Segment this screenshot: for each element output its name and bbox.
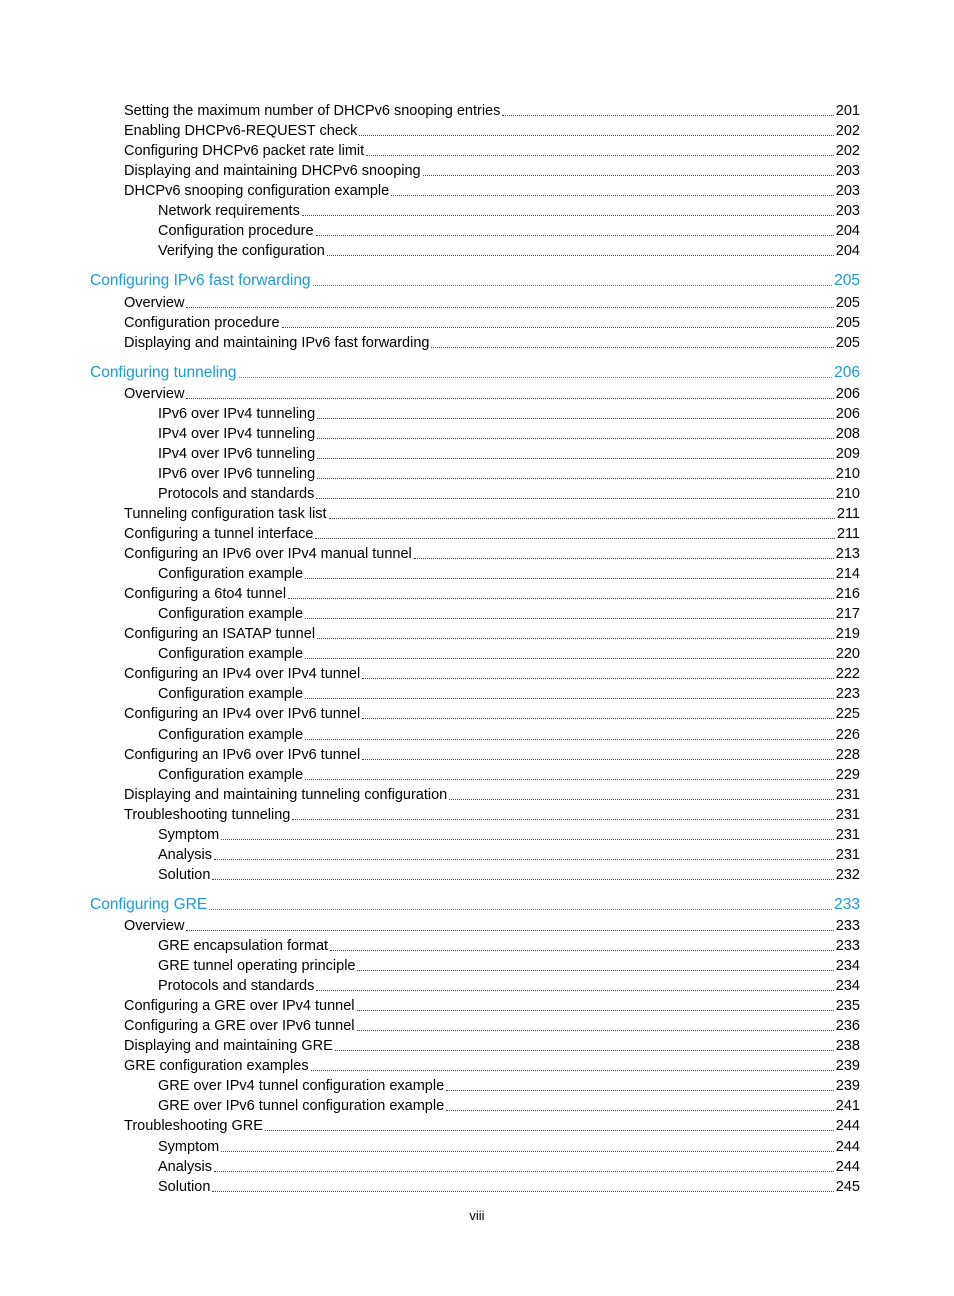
toc-entry-page: 209 — [835, 445, 860, 462]
toc-entry-page: 222 — [835, 666, 860, 683]
toc-entry-title: Configuring an IPv6 over IPv4 manual tunnel — [124, 546, 412, 563]
toc-entry[interactable] — [158, 683, 860, 703]
toc-entry-title: Configuration example — [158, 606, 304, 623]
toc-entry-title: Tunneling configuration task list — [124, 506, 327, 522]
toc-entry-page: 206 — [835, 385, 860, 402]
dot-leader — [209, 909, 832, 910]
dot-leader — [186, 307, 833, 308]
toc-entry-title: Configuring an IPv6 over IPv6 tunnel — [124, 746, 361, 763]
toc-entry-title: Configuration example — [158, 566, 304, 583]
toc-entry[interactable] — [124, 160, 860, 180]
toc-entry-title: Overview — [124, 385, 185, 402]
toc-entry-title: GRE over IPv4 tunnel configuration example — [158, 1078, 445, 1095]
toc-entry[interactable] — [124, 744, 860, 764]
dot-leader — [305, 698, 834, 699]
toc-entry[interactable] — [158, 1075, 860, 1095]
dot-leader — [330, 950, 834, 951]
toc-entry-title: Overview — [124, 917, 185, 934]
toc-entry-page: 206 — [834, 363, 860, 381]
dot-leader — [391, 195, 834, 196]
toc-entry-page: 231 — [835, 826, 860, 843]
toc-entry-page: 203 — [835, 163, 860, 180]
dot-leader — [214, 859, 834, 860]
dot-leader — [316, 990, 833, 991]
toc-entry[interactable] — [158, 483, 860, 503]
toc-entry-title: IPv6 over IPv6 tunneling — [158, 465, 316, 482]
toc-chapter-entry[interactable] — [90, 894, 860, 914]
toc-entry-title: Solution — [158, 866, 211, 883]
dot-leader — [317, 478, 834, 479]
toc-entry[interactable] — [158, 724, 860, 744]
toc-entry[interactable] — [124, 543, 860, 563]
dot-leader — [317, 458, 834, 459]
toc-entry-page: 206 — [835, 405, 860, 422]
toc-entry[interactable] — [158, 955, 860, 975]
toc-entry-title: Analysis — [158, 1158, 212, 1175]
toc-entry-title: IPv4 over IPv6 tunneling — [158, 445, 316, 462]
toc-entry[interactable] — [124, 1015, 860, 1035]
dot-leader — [327, 255, 834, 256]
dot-leader — [362, 759, 834, 760]
toc-entry[interactable] — [158, 643, 860, 663]
dot-leader — [305, 578, 834, 579]
toc-entry-title: Configuring a GRE over IPv4 tunnel — [124, 998, 355, 1015]
toc-entry-title: Configuring an ISATAP tunnel — [124, 626, 316, 643]
toc-entry-title: GRE encapsulation format — [158, 938, 329, 954]
toc-entry-title: Configuring IPv6 fast forwarding — [90, 272, 311, 290]
toc-entry-page: 232 — [835, 866, 860, 883]
toc-entry[interactable] — [124, 804, 860, 824]
toc-entry[interactable] — [124, 1055, 860, 1075]
toc-entry-page: 229 — [835, 766, 860, 783]
dot-leader — [449, 799, 834, 800]
toc-entry-page: 202 — [835, 143, 860, 160]
dot-leader — [221, 1151, 834, 1152]
toc-entry-page: 203 — [835, 203, 860, 220]
toc-entry-title: Solution — [158, 1178, 211, 1195]
toc-entry[interactable] — [158, 764, 860, 784]
toc-entry[interactable] — [158, 864, 860, 884]
toc-entry-title: GRE tunnel operating principle — [158, 958, 356, 974]
toc-entry[interactable] — [158, 935, 860, 955]
dot-leader — [305, 739, 834, 740]
toc-entry-title: Configuring a 6to4 tunnel — [124, 586, 287, 603]
toc-entry[interactable] — [158, 1136, 860, 1156]
toc-entry-page: 205 — [834, 272, 860, 290]
dot-leader — [305, 658, 834, 659]
toc-entry-page: 211 — [836, 526, 860, 542]
toc-entry-title: Protocols and standards — [158, 978, 315, 995]
toc-entry[interactable] — [158, 240, 860, 260]
dot-leader — [316, 235, 834, 236]
toc-entry-page: 228 — [835, 746, 860, 763]
dot-leader — [186, 930, 833, 931]
toc-entry-page: 205 — [835, 314, 860, 331]
dot-leader — [359, 135, 833, 136]
dot-leader — [357, 1030, 834, 1031]
toc-entry[interactable] — [158, 824, 860, 844]
toc-entry-page: 231 — [835, 806, 860, 823]
toc-entry[interactable] — [158, 563, 860, 583]
toc-entry[interactable] — [124, 583, 860, 603]
dot-leader — [317, 638, 834, 639]
toc-entry-page: 244 — [835, 1138, 860, 1155]
toc-entry[interactable] — [124, 623, 860, 643]
toc-entry-title: Displaying and maintaining GRE — [124, 1038, 333, 1055]
toc-entry-page: 239 — [835, 1078, 860, 1095]
toc-entry[interactable] — [124, 1115, 860, 1135]
toc-entry-page: 210 — [835, 465, 860, 482]
toc-entry-title: Configuring tunneling — [90, 363, 237, 381]
toc-entry[interactable] — [124, 1035, 860, 1055]
dot-leader — [362, 678, 834, 679]
dot-leader — [313, 285, 833, 286]
dot-leader — [357, 1010, 834, 1011]
toc-entry-title: Enabling DHCPv6-REQUEST check — [124, 123, 358, 139]
toc-entry-page: 205 — [835, 334, 860, 351]
toc-entry-title: IPv6 over IPv4 tunneling — [158, 405, 316, 422]
dot-leader — [212, 879, 833, 880]
toc-entry-title: Network requirements — [158, 203, 300, 220]
toc-entry-title: DHCPv6 snooping configuration example — [124, 183, 390, 200]
toc-entry[interactable] — [124, 100, 860, 120]
toc-entry[interactable] — [124, 292, 860, 312]
toc-entry-title: Configuring a tunnel interface — [124, 526, 314, 542]
toc-entry-title: Overview — [124, 294, 185, 311]
toc-entry-title: IPv4 over IPv4 tunneling — [158, 425, 316, 442]
toc-entry-page: 244 — [835, 1158, 860, 1175]
dot-leader — [357, 970, 833, 971]
toc-entry-title: Configuring an IPv4 over IPv6 tunnel — [124, 706, 361, 723]
dot-leader — [446, 1090, 834, 1091]
toc-entry-page: 205 — [835, 294, 860, 311]
toc-entry[interactable] — [158, 1176, 860, 1196]
toc-entry-page: 213 — [835, 546, 860, 563]
toc-entry-title: Symptom — [158, 826, 220, 843]
dot-leader — [362, 718, 834, 719]
toc-entry[interactable] — [124, 703, 860, 723]
toc-entry-title: Configuring an IPv4 over IPv4 tunnel — [124, 666, 361, 683]
toc-entry[interactable] — [124, 523, 860, 543]
dot-leader — [311, 1070, 834, 1071]
toc-entry-title: Configuration example — [158, 726, 304, 743]
dot-leader — [305, 779, 834, 780]
toc-entry[interactable] — [158, 200, 860, 220]
toc-entry-title: Displaying and maintaining IPv6 fast forwarding — [124, 334, 430, 351]
dot-leader — [446, 1110, 834, 1111]
toc-chapter-entry[interactable] — [90, 270, 860, 290]
toc-entry-title: Setting the maximum number of DHCPv6 snooping entries — [124, 103, 501, 119]
toc-entry-title: Configuration procedure — [124, 314, 280, 331]
toc-entry-page: 233 — [834, 895, 860, 913]
toc-entry[interactable] — [158, 1095, 860, 1115]
toc-entry-page: 203 — [835, 183, 860, 200]
dot-leader — [302, 215, 834, 216]
toc-entry[interactable] — [124, 140, 860, 160]
toc-entry-title: Configuration procedure — [158, 223, 314, 240]
toc-entry-title: GRE over IPv6 tunnel configuration example — [158, 1098, 445, 1115]
toc-entry[interactable] — [158, 220, 860, 240]
toc-entry[interactable] — [158, 975, 860, 995]
dot-leader — [431, 347, 833, 348]
toc-entry-page: 234 — [835, 958, 860, 974]
toc-entry-title: Analysis — [158, 846, 212, 863]
toc-entry[interactable] — [124, 915, 860, 935]
toc-entry-title: Verifying the configuration — [158, 243, 325, 260]
toc-entry-page: 236 — [835, 1018, 860, 1035]
toc-entry-page: 204 — [835, 243, 860, 260]
toc-entry[interactable] — [158, 443, 860, 463]
toc-entry-page: 202 — [835, 123, 860, 139]
toc-entry-page: 201 — [835, 103, 860, 119]
toc-entry-page: 211 — [836, 506, 860, 522]
dot-leader — [292, 819, 833, 820]
toc-entry-title: Displaying and maintaining tunneling configuration — [124, 786, 448, 803]
toc-entry-page: 210 — [835, 485, 860, 502]
toc-entry-title: Configuration example — [158, 646, 304, 663]
toc-entry-title: Configuration example — [158, 766, 304, 783]
dot-leader — [214, 1171, 834, 1172]
toc-entry-page: 244 — [835, 1118, 860, 1135]
dot-leader — [282, 327, 834, 328]
toc-entry[interactable] — [158, 603, 860, 623]
dot-leader — [288, 598, 834, 599]
toc-entry[interactable] — [124, 120, 860, 140]
dot-leader — [502, 115, 833, 116]
toc-entry-page: 238 — [835, 1038, 860, 1055]
toc-entry-page: 231 — [835, 786, 860, 803]
toc-entry[interactable] — [124, 383, 860, 403]
toc-entry-page: 233 — [835, 917, 860, 934]
toc-entry-page: 208 — [835, 425, 860, 442]
toc-entry-page: 239 — [835, 1058, 860, 1075]
toc-entry[interactable] — [124, 503, 860, 523]
dot-leader — [366, 155, 834, 156]
toc-entry-title: Troubleshooting GRE — [124, 1118, 263, 1135]
toc-entry-page: 235 — [835, 998, 860, 1015]
toc-entry-page: 241 — [835, 1098, 860, 1115]
dot-leader — [317, 438, 834, 439]
dot-leader — [423, 175, 834, 176]
toc-entry-title: Symptom — [158, 1138, 220, 1155]
dot-leader — [315, 538, 834, 539]
toc-entry-page: 245 — [835, 1178, 860, 1195]
toc-entry[interactable] — [158, 423, 860, 443]
toc-entry-page: 226 — [835, 726, 860, 743]
toc-entry-title: Configuring a GRE over IPv6 tunnel — [124, 1018, 355, 1035]
dot-leader — [212, 1191, 833, 1192]
toc-entry-page: 223 — [835, 686, 860, 703]
page-number: viii — [469, 1208, 485, 1223]
toc-entry-page: 217 — [835, 606, 860, 623]
toc-entry[interactable] — [124, 180, 860, 200]
toc-entry-page: 219 — [835, 626, 860, 643]
dot-leader — [317, 418, 834, 419]
toc-entry-page: 234 — [835, 978, 860, 995]
toc-entry[interactable] — [158, 1156, 860, 1176]
toc-entry-title: Protocols and standards — [158, 485, 315, 502]
toc-entry-page: 233 — [835, 938, 860, 954]
toc-entry-page: 231 — [835, 846, 860, 863]
toc-entry[interactable] — [124, 663, 860, 683]
toc-entry[interactable] — [124, 995, 860, 1015]
toc-entry[interactable] — [124, 784, 860, 804]
dot-leader — [414, 558, 834, 559]
dot-leader — [305, 618, 834, 619]
dot-leader — [221, 839, 834, 840]
toc-entry[interactable] — [124, 312, 860, 332]
toc-entry[interactable] — [158, 463, 860, 483]
toc-entry-page: 225 — [835, 706, 860, 723]
toc-entry-title: Displaying and maintaining DHCPv6 snooping — [124, 163, 421, 180]
dot-leader — [329, 518, 835, 519]
dot-leader — [239, 377, 833, 378]
dot-leader — [316, 498, 833, 499]
toc-entry[interactable] — [158, 403, 860, 423]
toc-entry-title: Configuring DHCPv6 packet rate limit — [124, 143, 365, 160]
toc-entry-title: GRE configuration examples — [124, 1058, 309, 1075]
toc-entry-page: 220 — [835, 646, 860, 663]
dot-leader — [265, 1130, 834, 1131]
toc-entry[interactable] — [158, 844, 860, 864]
dot-leader — [335, 1050, 834, 1051]
toc-chapter-entry[interactable] — [90, 362, 860, 382]
toc-entry-page: 216 — [835, 586, 860, 603]
toc-entry-page: 204 — [835, 223, 860, 240]
toc-entry-title: Configuration example — [158, 686, 304, 703]
toc-entry[interactable] — [124, 332, 860, 352]
toc-entry-page: 214 — [835, 566, 860, 583]
toc-entry-title: Configuring GRE — [90, 895, 208, 913]
toc-entry-title: Troubleshooting tunneling — [124, 806, 291, 823]
dot-leader — [186, 398, 833, 399]
